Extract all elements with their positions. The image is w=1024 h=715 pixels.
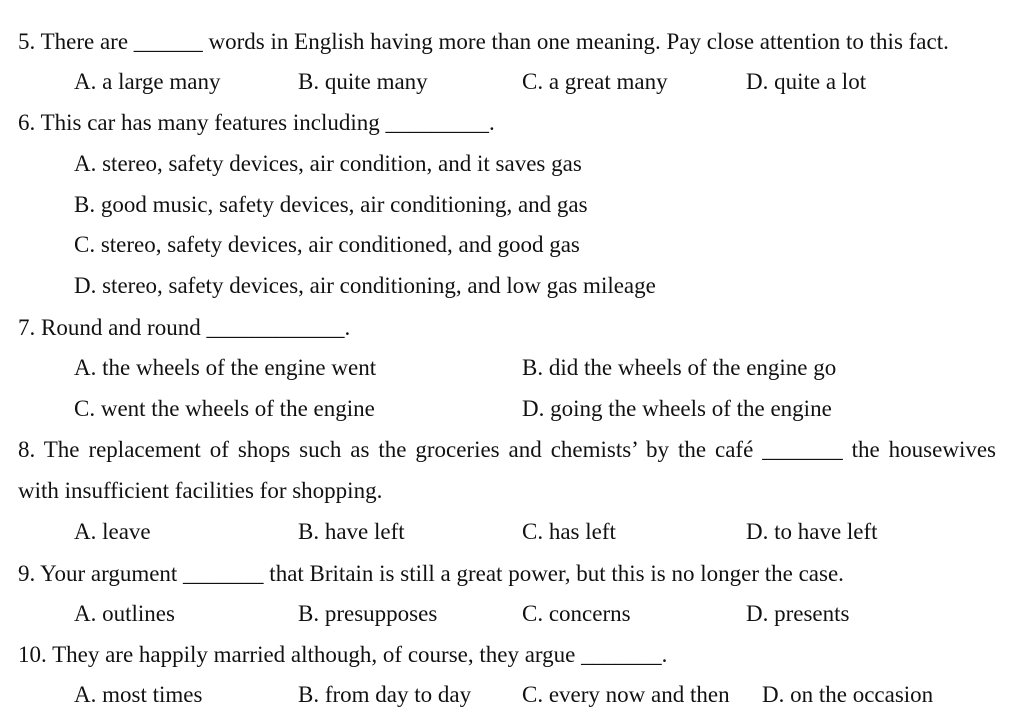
question-7-option-d[interactable]: D. going the wheels of the engine	[522, 396, 832, 421]
question-6-option-d[interactable]: D. stereo, safety devices, air conditioning, and low gas mileage	[74, 273, 656, 298]
question-9-option-d[interactable]: D. presents	[746, 601, 850, 626]
question-10-option-a[interactable]: A. most times	[74, 682, 203, 707]
question-6-stem: 6. This car has many features including _________.	[18, 110, 495, 135]
question-10-option-c[interactable]: C. every now and then	[522, 682, 730, 707]
question-7-option-a[interactable]: A. the wheels of the engine went	[74, 355, 377, 380]
question-6-option-c[interactable]: C. stereo, safety devices, air conditioned, and good gas	[74, 232, 580, 257]
question-6-option-a[interactable]: A. stereo, safety devices, air condition, and it saves gas	[74, 151, 582, 176]
question-6-option-b[interactable]: B. good music, safety devices, air conditioning, and gas	[74, 192, 588, 217]
question-8-option-a[interactable]: A. leave	[74, 519, 151, 544]
question-5-option-d[interactable]: D. quite a lot	[746, 69, 867, 94]
question-5-option-b[interactable]: B. quite many	[298, 69, 428, 94]
question-10-option-d[interactable]: D. on the occasion	[762, 682, 934, 707]
question-7-stem: 7. Round and round ____________.	[18, 315, 351, 340]
question-8-option-d[interactable]: D. to have left	[746, 519, 878, 544]
question-9-option-c[interactable]: C. concerns	[522, 601, 631, 626]
question-8-stem-line-1: 8. The replacement of shops such as the groceries and chemists’ by the café _______ the housewives	[18, 437, 996, 462]
question-7-option-c[interactable]: C. went the wheels of the engine	[74, 396, 375, 421]
question-9-option-a[interactable]: A. outlines	[74, 601, 175, 626]
question-8-option-b[interactable]: B. have left	[298, 519, 405, 544]
question-7-option-b[interactable]: B. did the wheels of the engine go	[522, 355, 837, 380]
question-5-stem: 5. There are ______ words in English having more than one meaning. Pay close attention to this fact.	[18, 29, 949, 54]
question-8-stem-line-2: with insufficient facilities for shopping.	[18, 478, 383, 503]
question-9-option-b[interactable]: B. presupposes	[298, 601, 438, 626]
question-8-option-c[interactable]: C. has left	[522, 519, 616, 544]
question-10-stem: 10. They are happily married although, of course, they argue _______.	[18, 642, 668, 667]
question-10-option-b[interactable]: B. from day to day	[298, 682, 472, 707]
question-9-stem: 9. Your argument _______ that Britain is still a great power, but this is no longer the case.	[18, 561, 844, 586]
question-5-option-c[interactable]: C. a great many	[522, 69, 668, 94]
question-5-option-a[interactable]: A. a large many	[74, 69, 221, 94]
